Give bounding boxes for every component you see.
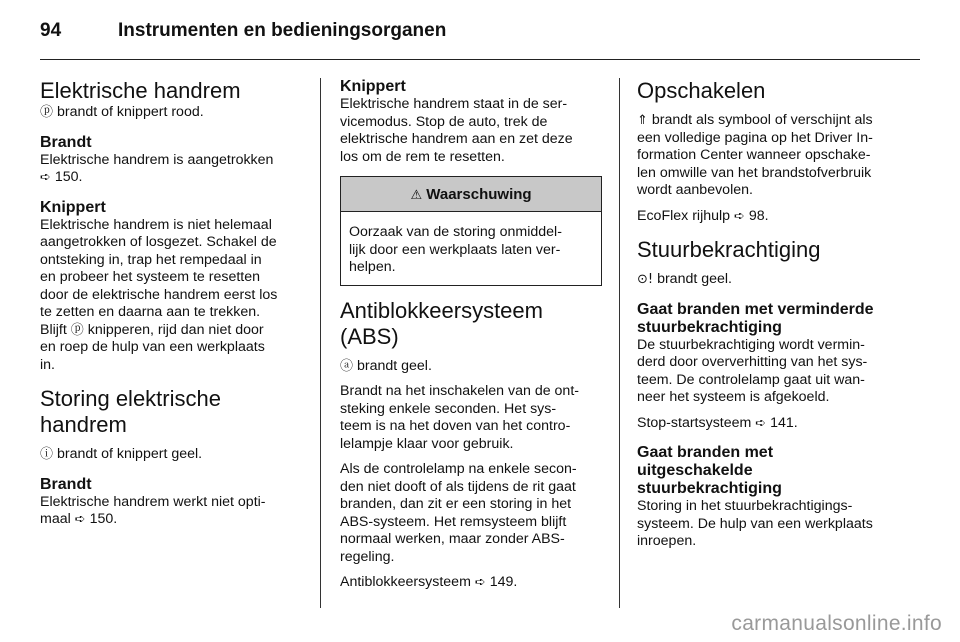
para-ecoflex: EcoFlex rijhulp ➪ 98. (637, 207, 769, 224)
page-reference[interactable]: 149. (489, 574, 518, 590)
heading-knippert-2: Knippert (340, 78, 406, 95)
para-abs-3: Als de controlelamp na enkele secon- den niet dooft of als tijdens de rit gaat branden, dan zit er een storing in het ABS-systeem. Het remsysteem blijft normaal werken, maar zonder ABS- regeling. (340, 461, 577, 565)
column-divider-1 (320, 78, 321, 608)
heading-knippert: Knippert (40, 198, 106, 216)
heading-gaat-branden-2: Gaat branden met uitgeschakelde stuurbekrachtiging (637, 444, 782, 497)
heading-elektrische-handrem: Elektrische handrem (40, 78, 241, 103)
warning-title: Waarschuwing (426, 186, 532, 203)
para-gaat-branden-2: Storing in het stuurbekrachtigings- systeem. De hulp van een werkplaats inroepen. (637, 498, 873, 549)
para-opschakelen: ⇑ brandt als symbool of verschijnt als een volledige pagina op het Driver In- formation Center wanneer opschake- len omwille van het brandstofverbruik wordt aanbevolen. (637, 112, 873, 198)
page-title: Instrumenten en bedieningsorganen (118, 20, 447, 41)
header-rule (40, 59, 920, 60)
reference-arrow-icon: ➪ (734, 208, 745, 224)
brake-fault-icon: ⓘ (40, 447, 54, 462)
para-knippert-2: Elektrische handrem staat in de ser- vicemodus. Stop de auto, trek de elektrische handrem aan en zet deze los om de rem te resetten. (340, 96, 573, 165)
para-storing-status: ⓘ brandt of knippert geel. (40, 446, 203, 462)
para-brandt: Elektrische handrem is aangetrokken ➪ 150. (40, 151, 274, 185)
warning-box (340, 176, 602, 286)
reference-arrow-icon: ➪ (755, 415, 767, 431)
parking-brake-icon: ⓟ (70, 322, 84, 338)
abs-icon: ⓐ (340, 358, 354, 374)
page-reference[interactable]: 150. (54, 169, 83, 185)
para-abs-2: Brandt na het inschakelen van de ont- steking enkele seconden. Het sys- teem is na het doven van het contro- lelampje klaar voor gebruik. (340, 383, 579, 452)
reference-arrow-icon: ➪ (474, 575, 486, 590)
heading-brandt: Brandt (40, 133, 92, 151)
warning-header (341, 177, 601, 212)
watermark: carmanualsonline.info (731, 612, 942, 635)
column-2 (340, 78, 602, 592)
heading-storing: Storing elektrische handrem (40, 386, 221, 437)
column-1 (40, 78, 302, 529)
para-stuur-status: ⊙! brandt geel. (637, 271, 732, 287)
para-abs-ref: Antiblokkeersysteem ➪ 149. (340, 574, 518, 590)
reference-arrow-icon: ➪ (40, 170, 51, 185)
upshift-icon: ⇑ (637, 113, 648, 128)
para-knippert: Elektrische handrem is niet helemaal aangetrokken of losgezet. Schakel de ontsteking in, trap het rempedaal in en probeer het systeem te resetten door de elektrische handrem eerst los te zetten en daarna aan te trekken. Blijft ⓟ knipperen, rijd dan niet door en roep de hulp van een werkplaats in. (40, 216, 278, 373)
page-reference[interactable]: 141. (770, 414, 798, 431)
para-elek-status: ⓟ brandt of knippert rood. (40, 104, 204, 120)
page-reference[interactable]: 150. (89, 511, 118, 527)
column-divider-2 (619, 78, 620, 608)
heading-abs: Antiblokkeersysteem (ABS) (340, 297, 543, 349)
para-stop-start: Stop-startsysteem ➪ 141. (637, 414, 798, 431)
heading-brandt-2: Brandt (40, 475, 92, 493)
reference-arrow-icon: ➪ (74, 512, 86, 527)
warning-triangle-icon: ⚠ (410, 188, 423, 203)
para-abs-status: ⓐ brandt geel. (340, 357, 432, 374)
page-header (40, 14, 920, 54)
warning-body: Oorzaak van de storing onmiddel- lijk door een werkplaats laten ver- helpen. (349, 224, 562, 275)
heading-opschakelen: Opschakelen (637, 78, 766, 103)
page-reference[interactable]: 98. (748, 207, 769, 224)
heading-stuurbekrachtiging: Stuurbekrachtiging (637, 237, 821, 262)
para-gaat-branden-1: De stuurbekrachtiging wordt vermin- derd door oververhitting van het sys- teem. De controlelamp gaat uit wan- neer het systeem is afgekoeld. (637, 336, 868, 405)
column-3 (637, 78, 901, 551)
power-steering-icon: ⊙! (637, 272, 654, 287)
heading-gaat-branden-1: Gaat branden met verminderde stuurbekrachtiging (637, 300, 874, 336)
para-brandt-2: Elektrische handrem werkt niet opti- maal ➪ 150. (40, 493, 266, 527)
page-number: 94 (40, 20, 62, 41)
parking-brake-icon: ⓟ (40, 105, 54, 120)
